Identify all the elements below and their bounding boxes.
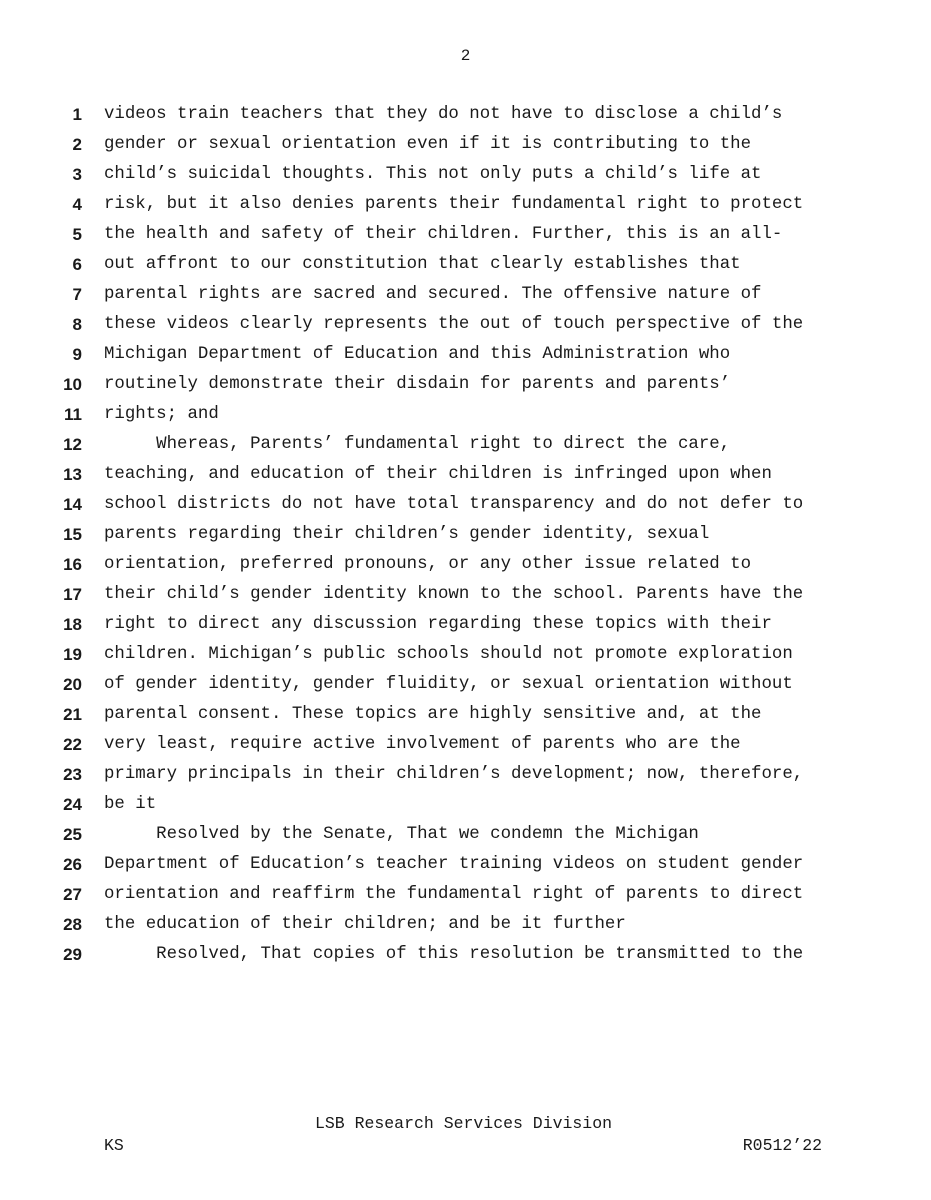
numbered-line bbox=[0, 880, 931, 910]
line-text: routinely demonstrate their disdain for parents and parents’ bbox=[104, 375, 731, 394]
line-text: be it bbox=[104, 795, 157, 814]
numbered-line bbox=[0, 700, 931, 730]
line-text: school districts do not have total transparency and do not defer to bbox=[104, 495, 804, 514]
line-text: the health and safety of their children. Further, this is an all- bbox=[104, 225, 783, 244]
numbered-line bbox=[0, 100, 931, 130]
line-text: Whereas, Parents’ fundamental right to direct the care, bbox=[104, 435, 731, 454]
numbered-line bbox=[0, 550, 931, 580]
line-text: orientation, preferred pronouns, or any other issue related to bbox=[104, 555, 752, 574]
line-text: right to direct any discussion regarding these topics with their bbox=[104, 615, 772, 634]
line-number: 16 bbox=[63, 555, 82, 574]
numbered-line bbox=[0, 940, 931, 970]
numbered-line bbox=[0, 310, 931, 340]
line-number: 4 bbox=[72, 195, 82, 214]
line-text: out affront to our constitution that clearly establishes that bbox=[104, 255, 741, 274]
line-text: primary principals in their children’s development; now, therefore, bbox=[104, 765, 804, 784]
line-number: 13 bbox=[63, 465, 82, 484]
line-number: 3 bbox=[72, 165, 82, 184]
line-number: 1 bbox=[72, 105, 82, 124]
numbered-line bbox=[0, 220, 931, 250]
line-number: 2 bbox=[72, 135, 82, 154]
numbered-line bbox=[0, 430, 931, 460]
numbered-line bbox=[0, 190, 931, 220]
line-number: 24 bbox=[63, 795, 82, 814]
line-number: 10 bbox=[63, 375, 82, 394]
line-number: 14 bbox=[63, 495, 82, 514]
line-text: their child’s gender identity known to the school. Parents have the bbox=[104, 585, 804, 604]
numbered-line bbox=[0, 730, 931, 760]
numbered-line bbox=[0, 910, 931, 940]
line-text: Resolved by the Senate, That we condemn the Michigan bbox=[104, 825, 699, 844]
line-number: 26 bbox=[63, 855, 82, 874]
numbered-line bbox=[0, 790, 931, 820]
line-text: of gender identity, gender fluidity, or sexual orientation without bbox=[104, 675, 793, 694]
numbered-line bbox=[0, 460, 931, 490]
numbered-line bbox=[0, 850, 931, 880]
line-text: videos train teachers that they do not have to disclose a child’s bbox=[104, 105, 783, 124]
numbered-line bbox=[0, 520, 931, 550]
numbered-line bbox=[0, 340, 931, 370]
footer-division: LSB Research Services Division bbox=[314, 1114, 613, 1133]
numbered-line bbox=[0, 490, 931, 520]
line-text: Department of Education’s teacher training videos on student gender bbox=[104, 855, 804, 874]
line-text: children. Michigan’s public schools should not promote exploration bbox=[104, 645, 793, 664]
numbered-line bbox=[0, 250, 931, 280]
line-text: parental consent. These topics are highly sensitive and, at the bbox=[104, 705, 762, 724]
line-text: teaching, and education of their children is infringed upon when bbox=[104, 465, 772, 484]
page-number: 2 bbox=[460, 47, 471, 65]
line-text: Resolved, That copies of this resolution be transmitted to the bbox=[104, 945, 804, 964]
footer-document-id: R0512’22 bbox=[742, 1136, 822, 1155]
line-number: 23 bbox=[63, 765, 82, 784]
line-text: Michigan Department of Education and this Administration who bbox=[104, 345, 731, 364]
line-text: gender or sexual orientation even if it is contributing to the bbox=[104, 135, 752, 154]
line-text: rights; and bbox=[104, 405, 219, 424]
line-number: 20 bbox=[63, 675, 82, 694]
numbered-line bbox=[0, 130, 931, 160]
line-number: 28 bbox=[63, 915, 82, 934]
numbered-line bbox=[0, 160, 931, 190]
numbered-line bbox=[0, 400, 931, 430]
line-number: 9 bbox=[72, 345, 82, 364]
footer-initials: KS bbox=[104, 1136, 124, 1155]
line-text: these videos clearly represents the out of touch perspective of the bbox=[104, 315, 804, 334]
line-number: 25 bbox=[63, 825, 82, 844]
numbered-line bbox=[0, 760, 931, 790]
line-text: the education of their children; and be it further bbox=[104, 915, 626, 934]
line-text: parents regarding their children’s gender identity, sexual bbox=[104, 525, 710, 544]
numbered-line bbox=[0, 370, 931, 400]
numbered-line bbox=[0, 280, 931, 310]
line-number: 15 bbox=[63, 525, 82, 544]
line-number: 21 bbox=[63, 705, 82, 724]
resolution-body bbox=[0, 100, 931, 970]
line-number: 19 bbox=[63, 645, 82, 664]
line-number: 12 bbox=[63, 435, 82, 454]
numbered-line bbox=[0, 640, 931, 670]
line-number: 8 bbox=[72, 315, 82, 334]
line-number: 22 bbox=[63, 735, 82, 754]
numbered-line bbox=[0, 580, 931, 610]
line-number: 6 bbox=[72, 255, 82, 274]
line-text: risk, but it also denies parents their fundamental right to protect bbox=[104, 195, 804, 214]
line-text: parental rights are sacred and secured. The offensive nature of bbox=[104, 285, 762, 304]
numbered-line bbox=[0, 670, 931, 700]
line-number: 11 bbox=[64, 405, 82, 424]
numbered-line bbox=[0, 820, 931, 850]
line-text: orientation and reaffirm the fundamental right of parents to direct bbox=[104, 885, 804, 904]
line-text: very least, require active involvement of parents who are the bbox=[104, 735, 741, 754]
line-number: 29 bbox=[63, 945, 82, 964]
line-number: 5 bbox=[72, 225, 82, 244]
numbered-line bbox=[0, 610, 931, 640]
line-number: 7 bbox=[72, 285, 82, 304]
line-number: 17 bbox=[63, 585, 82, 604]
line-number: 27 bbox=[63, 885, 82, 904]
line-number: 18 bbox=[63, 615, 82, 634]
line-text: child’s suicidal thoughts. This not only puts a child’s life at bbox=[104, 165, 762, 184]
